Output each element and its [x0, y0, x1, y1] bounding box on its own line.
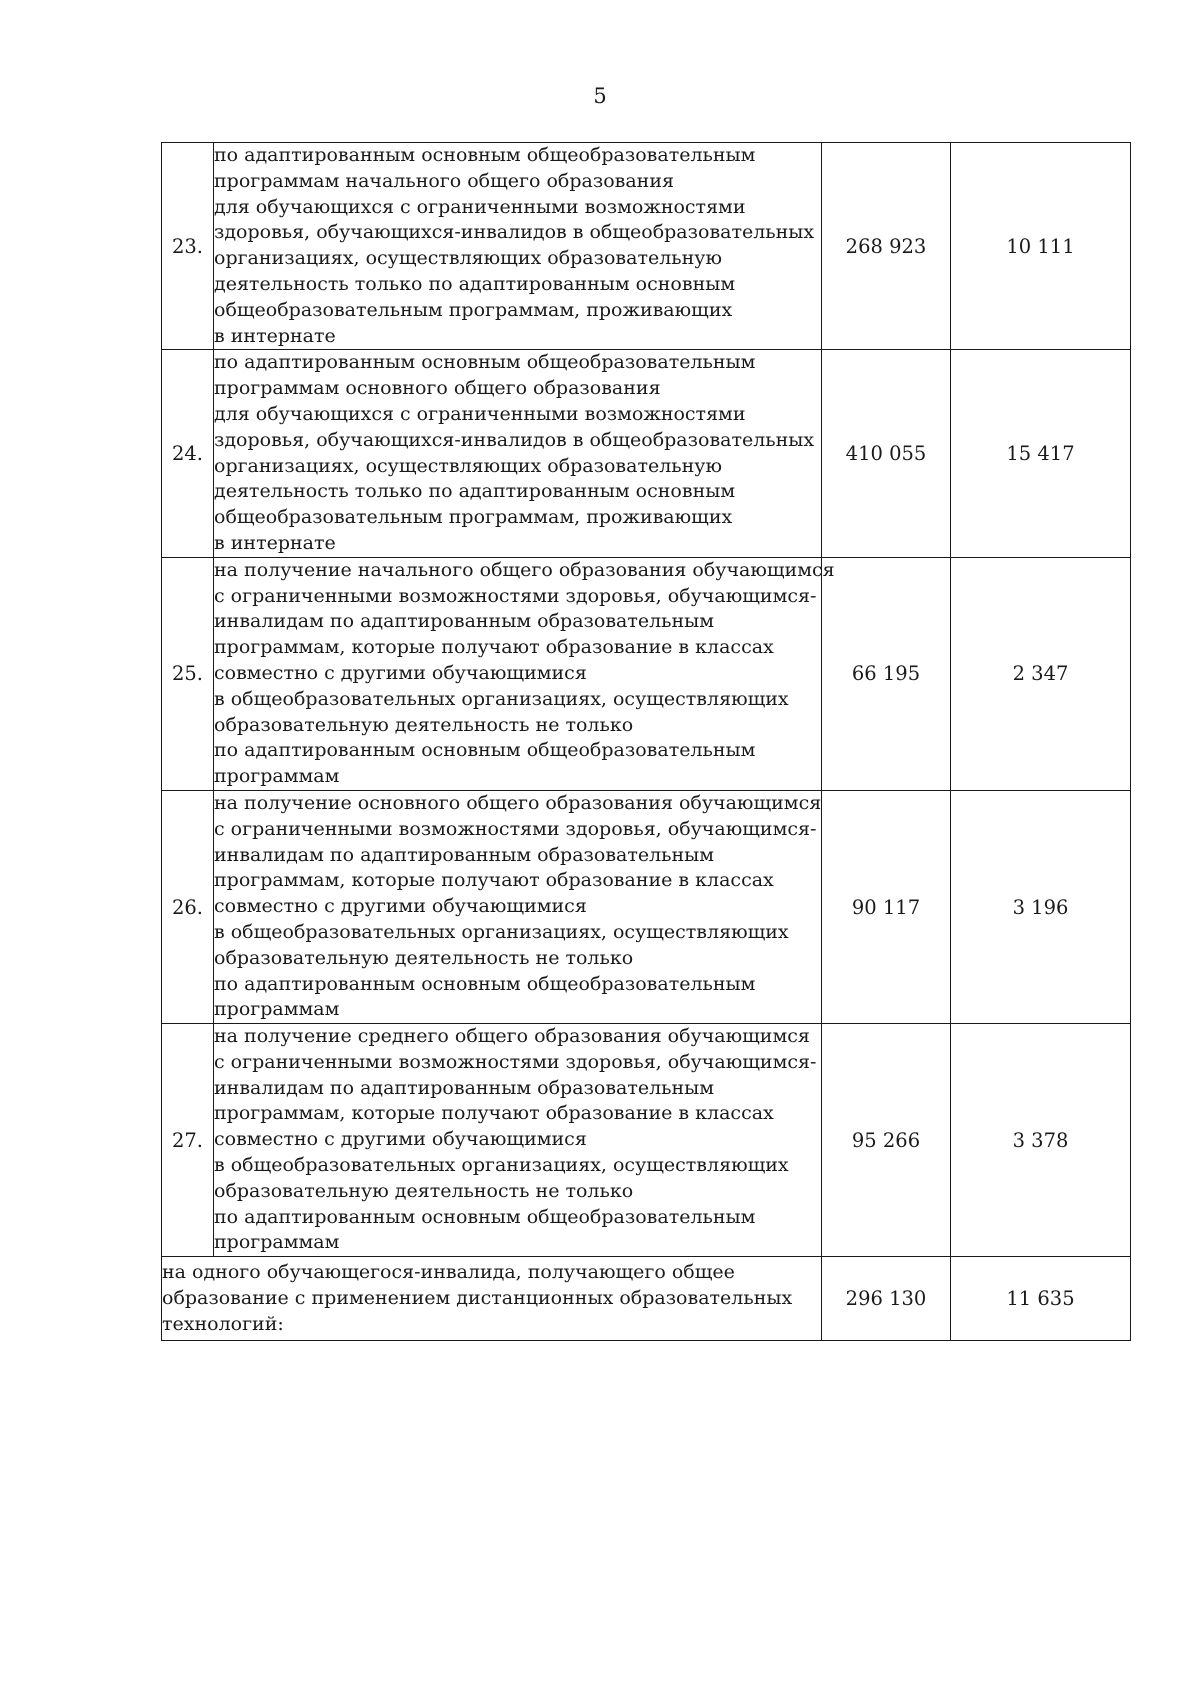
value-1: 95 266: [822, 1024, 951, 1257]
description-line: инвалидам по адаптированным образовательным: [214, 1076, 715, 1099]
row-number: 25.: [162, 557, 214, 790]
description-line: общеобразовательным программам, проживающих: [214, 506, 733, 529]
description-line: в общеобразовательных организациях, осуществляющих: [214, 687, 789, 710]
row-description: [214, 790, 822, 1023]
table-row: [162, 790, 1131, 1023]
description-line: образовательную деятельность не только: [214, 1179, 634, 1202]
table-row: [162, 557, 1131, 790]
total-value-1: 296 130: [822, 1257, 951, 1341]
description-line: в интернате: [214, 324, 336, 347]
row-number: 23.: [162, 143, 214, 350]
value-1: 90 117: [822, 790, 951, 1023]
description-line: для обучающихся с ограниченными возможностями: [214, 195, 746, 218]
description-line: здоровья, обучающихся-инвалидов в общеобразовательных: [214, 428, 815, 451]
description-line: программам основного общего образования: [214, 377, 661, 400]
row-description: [214, 143, 822, 350]
table-row: [162, 1024, 1131, 1257]
value-2: 3 378: [951, 1024, 1131, 1257]
description-line: программам начального общего образования: [214, 169, 674, 192]
description-line: программам: [214, 765, 340, 788]
description-line: программам: [214, 998, 340, 1021]
value-2: 15 417: [951, 350, 1131, 557]
total-row: [162, 1257, 1131, 1341]
description-line: общеобразовательным программам, проживающих: [214, 298, 733, 321]
description-line: совместно с другими обучающимися: [214, 1128, 587, 1151]
description-line: программам, которые получают образование в классах: [214, 1102, 774, 1125]
description-line: по адаптированным основным общеобразовательным: [214, 972, 756, 995]
description-line: организациях, осуществляющих образовательную: [214, 247, 723, 270]
value-1: 268 923: [822, 143, 951, 350]
description-line: по адаптированным основным общеобразовательным: [214, 739, 756, 762]
description-line: программам, которые получают образование в классах: [214, 636, 774, 659]
row-description: [214, 557, 835, 790]
description-line: инвалидам по адаптированным образовательным: [214, 843, 715, 866]
page-number: 5: [593, 84, 607, 108]
table-row: [162, 350, 1131, 557]
description-line: деятельность только по адаптированным основным: [214, 272, 736, 295]
description-line: программам: [214, 1231, 340, 1254]
description-line: на получение основного общего образования обучающимся: [214, 791, 822, 814]
value-1: 66 195: [822, 557, 951, 790]
description-line: для обучающихся с ограниченными возможностями: [214, 402, 746, 425]
total-description: [162, 1257, 822, 1341]
value-2: 2 347: [951, 557, 1131, 790]
description-line: по адаптированным основным общеобразовательным: [214, 351, 756, 374]
description-line: на получение среднего общего образования обучающимся: [214, 1025, 810, 1048]
description-line: в общеобразовательных организациях, осуществляющих: [214, 920, 789, 943]
description-line: деятельность только по адаптированным основным: [214, 480, 736, 503]
value-1: 410 055: [822, 350, 951, 557]
description-line: образование с применением дистанционных образовательных: [162, 1286, 793, 1309]
table-row: [162, 143, 1131, 350]
description-line: образовательную деятельность не только: [214, 713, 634, 736]
description-line: здоровья, обучающихся-инвалидов в общеобразовательных: [214, 221, 815, 244]
description-line: с ограниченными возможностями здоровья, обучающимся-: [214, 817, 817, 840]
description-line: технологий:: [162, 1312, 284, 1335]
description-line: по адаптированным основным общеобразовательным: [214, 144, 756, 166]
description-line: программам, которые получают образование в классах: [214, 869, 774, 892]
row-number: 24.: [162, 350, 214, 557]
description-line: организациях, осуществляющих образовательную: [214, 454, 723, 477]
description-line: инвалидам по адаптированным образовательным: [214, 610, 715, 633]
description-line: совместно с другими обучающимися: [214, 895, 587, 918]
description-line: с ограниченными возможностями здоровья, обучающимся-: [214, 584, 817, 607]
description-line: образовательную деятельность не только: [214, 946, 634, 969]
value-2: 3 196: [951, 790, 1131, 1023]
total-value-2: 11 635: [951, 1257, 1131, 1341]
row-description: [214, 350, 822, 557]
row-number: 26.: [162, 790, 214, 1023]
description-line: на одного обучающегося-инвалида, получающего общее: [162, 1261, 735, 1284]
description-line: по адаптированным основным общеобразовательным: [214, 1205, 756, 1228]
row-description: [214, 1024, 822, 1257]
description-line: совместно с другими обучающимися: [214, 661, 587, 684]
description-line: с ограниченными возможностями здоровья, обучающимся-: [214, 1050, 817, 1073]
description-line: на получение начального общего образования обучающимся: [214, 558, 835, 581]
description-line: в интернате: [214, 531, 336, 554]
description-line: в общеобразовательных организациях, осуществляющих: [214, 1154, 789, 1177]
value-2: 10 111: [951, 143, 1131, 350]
row-number: 27.: [162, 1024, 214, 1257]
funding-table: [161, 142, 1131, 1341]
